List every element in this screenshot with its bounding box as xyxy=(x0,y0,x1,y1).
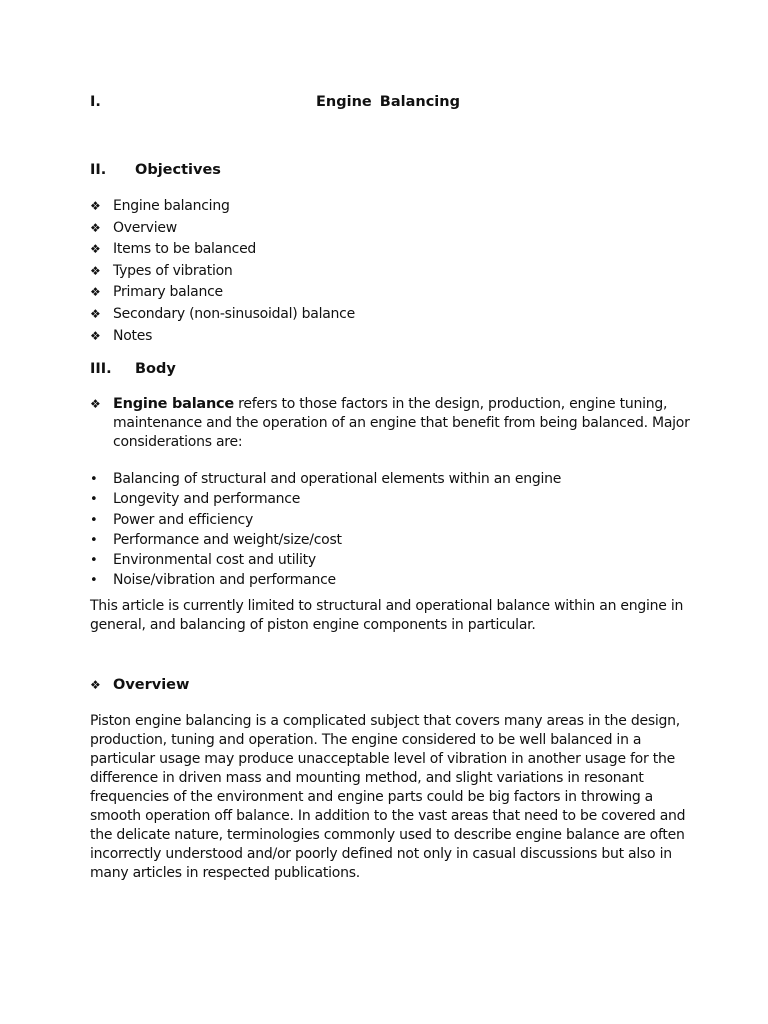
dot-bullet-icon: • xyxy=(90,472,98,487)
list-item: • Performance and weight/size/cost xyxy=(90,530,561,550)
engine-balance-term: Engine balance xyxy=(113,396,234,412)
objectives-list xyxy=(90,196,355,347)
diamond-bullet-icon: ❖ xyxy=(90,263,101,278)
objectives-heading xyxy=(90,162,221,178)
diamond-bullet-icon: ❖ xyxy=(90,678,101,692)
list-item: ❖ Primary balance xyxy=(90,282,355,304)
engine-balance-intro xyxy=(90,395,690,452)
considerations-list xyxy=(90,469,561,591)
diamond-bullet-icon: ❖ xyxy=(90,220,101,235)
body-heading-text: Body xyxy=(135,361,176,377)
list-item: ❖ Types of vibration xyxy=(90,261,355,283)
document-title: Engine Balancing xyxy=(316,94,460,110)
dot-bullet-icon: • xyxy=(90,492,98,508)
scope-paragraph: This article is currently limited to structural and operational balance within an engine in general, and balancing of piston engine components in particular. xyxy=(90,598,684,633)
objectives-heading-text: Objectives xyxy=(135,162,221,178)
diamond-bullet-icon: ❖ xyxy=(90,285,101,300)
list-item: ❖ Items to be balanced xyxy=(90,239,355,261)
body-numeral: III. xyxy=(90,361,112,377)
list-item: ❖ Engine balancing xyxy=(90,196,355,218)
overview-heading xyxy=(90,677,189,693)
overview-paragraph: Piston engine balancing is a complicated subject that covers many areas in the design, production, tuning and operation. The engine considered to be well balanced in a particular usage may produce unacceptable level of vibration in another usage for the difference in driven mass and mounting method, and slight variations in resonant frequencies of the environment and engine parts could be big factors in throwing a smooth operation off balance. In addition to the vast areas that need to be covered and the delicate nature, terminologies commonly used to describe engine balance are often incorrectly understood and/or poorly defined not only in casual discussions but also in many articles in respected publications. xyxy=(90,713,686,881)
overview-heading-text: Overview xyxy=(113,677,190,693)
list-item: • Balancing of structural and operational elements within an engine xyxy=(90,469,561,489)
diamond-bullet-icon: ❖ xyxy=(90,306,101,321)
dot-bullet-icon: • xyxy=(90,553,98,569)
list-item: • Environmental cost and utility xyxy=(90,550,561,570)
list-item: ❖ Notes xyxy=(90,326,355,348)
list-item: • Noise/vibration and performance xyxy=(90,570,561,590)
body-heading xyxy=(90,361,176,377)
diamond-bullet-icon: ❖ xyxy=(90,199,101,213)
diamond-bullet-icon: ❖ xyxy=(90,328,101,343)
diamond-bullet-icon: ❖ xyxy=(90,397,101,411)
list-item: ❖ Overview xyxy=(90,218,355,240)
title-numeral: I. xyxy=(90,94,101,110)
dot-bullet-icon: • xyxy=(90,573,98,589)
diamond-bullet-icon: ❖ xyxy=(90,242,101,257)
list-item: • Power and efficiency xyxy=(90,510,561,530)
list-item: • Longevity and performance xyxy=(90,489,561,509)
dot-bullet-icon: • xyxy=(90,532,98,548)
dot-bullet-icon: • xyxy=(90,512,98,528)
engine-balance-definition: refers to those factors in the design, production, engine tuning, maintenance and the operation of an engine that benefit from being balanced. Major considerations are: xyxy=(113,396,690,450)
list-item: ❖ Secondary (non-sinusoidal) balance xyxy=(90,304,355,326)
objectives-numeral: II. xyxy=(90,162,107,178)
